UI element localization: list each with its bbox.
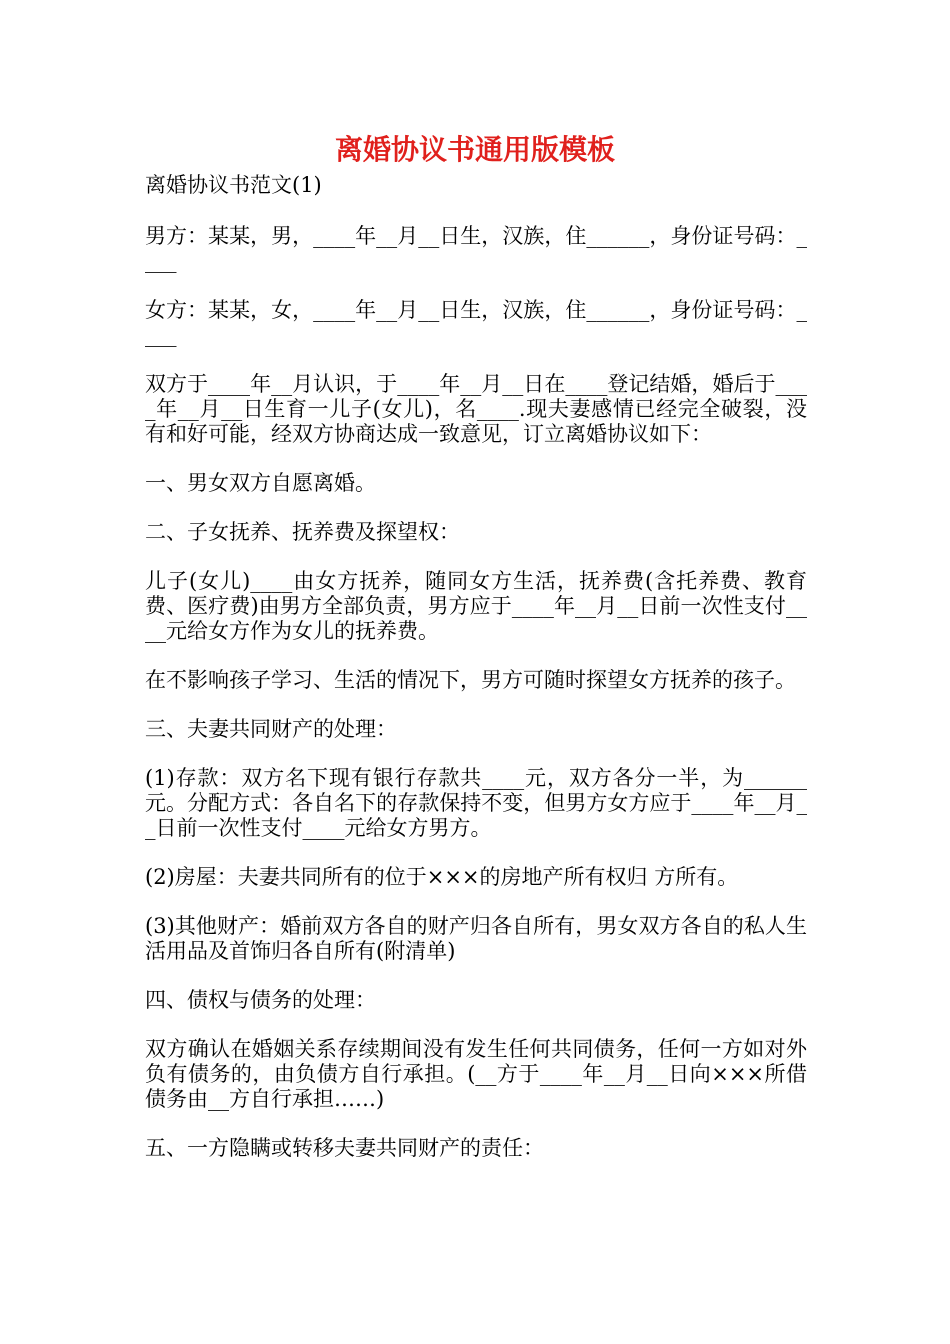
document-subtitle: 离婚协议书范文(1) bbox=[145, 173, 322, 197]
paragraph-other-property: (3)其他财产：婚前双方各自的财产归各自所有，男女双方各自的私人生活用品及首饰归各自所有(附清单) bbox=[145, 914, 807, 963]
paragraph-female-party: 女方：某某，女，____年__月__日生，汉族，住______，身份证号码：____ bbox=[145, 298, 807, 347]
paragraph-background: 双方于____年__月认识，于____年__月__日在____登记结婚，婚后于____年__月__日生育一儿子(女儿)，名____.现夫妻感情已经完全破裂，没有和好可能，经双方协商达成一致意见，订立离婚协议如下： bbox=[145, 372, 807, 446]
paragraph-savings: (1)存款：双方名下现有银行存款共____元，双方各分一半，为______元。分配方式：各自名下的存款保持不变，但男方女方应于____年__月__日前一次性支付____元给女方男方。 bbox=[145, 766, 807, 840]
paragraph-child-support: 儿子(女儿)____由女方抚养，随同女方生活，抚养费(含托养费、教育费、医疗费)由男方全部负责，男方应于____年__月__日前一次性支付____元给女方作为女儿的抚养费。 bbox=[145, 569, 807, 643]
paragraph-house: (2)房屋：夫妻共同所有的位于×××的房地产所有权归 方所有。 bbox=[145, 865, 739, 889]
document-body bbox=[145, 173, 807, 1185]
section-heading-3: 三、夫妻共同财产的处理： bbox=[145, 717, 397, 741]
section-heading-5: 五、一方隐瞒或转移夫妻共同财产的责任： bbox=[145, 1136, 544, 1160]
section-heading-4: 四、债权与债务的处理： bbox=[145, 988, 376, 1012]
document-title: 离婚协议书通用版模板 bbox=[334, 133, 615, 166]
paragraph-debts: 双方确认在婚姻关系存续期间没有发生任何共同债务，任何一方如对外负有债务的，由负债方自行承担。(__方于____年__月__日向×××所借债务由__方自行承担……) bbox=[145, 1037, 807, 1111]
section-heading-1: 一、男女双方自愿离婚。 bbox=[145, 471, 376, 495]
paragraph-visitation: 在不影响孩子学习、生活的情况下，男方可随时探望女方抚养的孩子。 bbox=[145, 668, 796, 692]
section-heading-2: 二、子女抚养、抚养费及探望权： bbox=[145, 520, 460, 544]
paragraph-male-party: 男方：某某，男，____年__月__日生，汉族，住______，身份证号码：____ bbox=[145, 224, 807, 273]
